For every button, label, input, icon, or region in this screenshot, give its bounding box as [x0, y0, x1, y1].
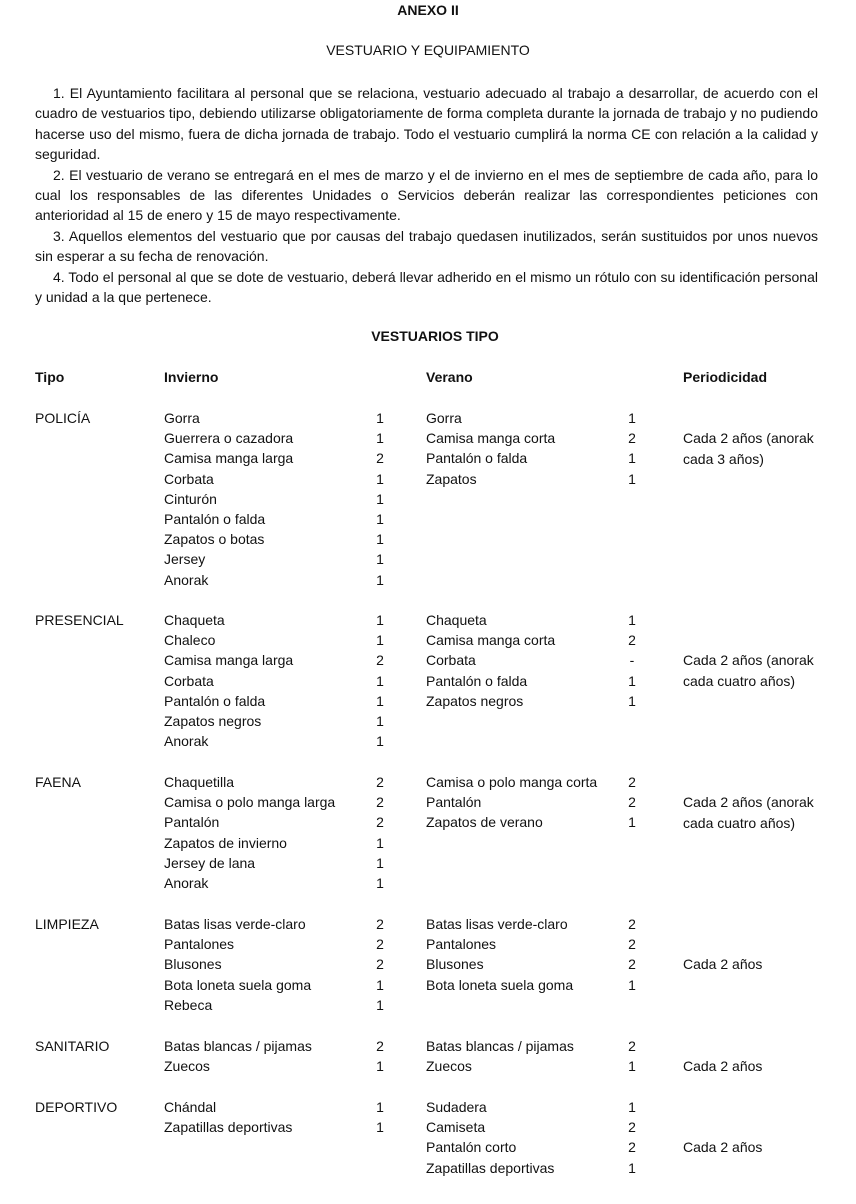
winter-qty: 1: [376, 632, 384, 649]
summer-item: Bota loneta suela goma: [426, 976, 574, 993]
winter-qty: 1: [376, 1119, 384, 1136]
winter-qty: 1: [376, 733, 384, 750]
winter-item: Pantalones: [164, 936, 235, 953]
annex-title: ANEXO II: [397, 2, 459, 18]
winter-qty: 2: [376, 794, 384, 811]
winter-qty: 2: [376, 956, 384, 973]
paragraph-3: 3. Aquellos elementos del vestuario que por causas del trabajo quedasen inutilizados, serán sustituidos por unos nuevos sin esperar a su fecha de renovación.: [35, 227, 818, 265]
summer-qty: 1: [628, 1099, 636, 1115]
periodicity: Cada 2 años: [683, 1058, 763, 1075]
summer-item: Zuecos: [426, 1058, 472, 1075]
summer-item: Chaqueta: [426, 612, 487, 628]
periodicity: Cada 2 años (anorak cada cuatro años): [683, 794, 814, 831]
summer-item: Pantalón o falda: [426, 672, 528, 689]
summer-qty: 1: [628, 470, 636, 487]
winter-qty: 2: [376, 814, 384, 831]
winter-item: Chaleco: [164, 632, 216, 649]
header-tipo: Tipo: [35, 369, 65, 385]
winter-qty: 1: [376, 854, 384, 871]
winter-qty: 1: [376, 571, 384, 588]
winter-item: Zapatos negros: [164, 713, 262, 729]
winter-qty: 1: [376, 531, 384, 548]
winter-item: Bota loneta suela goma: [164, 976, 312, 993]
summer-qty: 1: [628, 1058, 636, 1075]
summer-qty: 2: [628, 632, 636, 649]
winter-item: Camisa manga larga: [164, 450, 294, 467]
winter-item: Camisa manga larga: [164, 652, 294, 669]
winter-qty: 2: [376, 916, 384, 932]
winter-qty: 2: [376, 450, 384, 467]
summer-qty: 1: [628, 692, 636, 709]
winter-item: Cinturón: [164, 490, 217, 507]
header-verano: Verano: [426, 369, 473, 385]
winter-item: Guerrera o cazadora: [164, 430, 294, 447]
winter-qty: 1: [376, 834, 384, 851]
summer-item: Pantalón: [426, 794, 482, 811]
row-type-label: DEPORTIVO: [35, 1099, 118, 1115]
summer-qty: 2: [628, 1119, 636, 1136]
summer-qty: 2: [628, 794, 636, 811]
winter-qty: 1: [376, 1058, 384, 1075]
summer-item: Pantalones: [426, 936, 497, 953]
winter-qty: 2: [376, 936, 384, 953]
document-subtitle: VESTUARIO Y EQUIPAMIENTO: [326, 42, 530, 58]
periodicity: Cada 2 años (anorak cada cuatro años): [683, 652, 814, 689]
summer-qty: 1: [628, 814, 636, 831]
summer-qty: 1: [628, 612, 636, 628]
summer-qty: 1: [628, 1159, 636, 1176]
paragraph-4: 4. Todo el personal al que se dote de vestuario, deberá llevar adherido en el mismo un rótulo con su identificación personal y unidad a la que pertenece.: [35, 268, 818, 306]
summer-qty: 2: [628, 936, 636, 953]
table-title: VESTUARIOS TIPO: [371, 328, 499, 344]
row-type-label: PRESENCIAL: [35, 612, 124, 628]
summer-item: Gorra: [426, 410, 462, 426]
winter-qty: 1: [376, 430, 384, 447]
winter-qty: 1: [376, 1099, 384, 1115]
summer-qty: 2: [628, 774, 636, 790]
summer-item: Batas lisas verde-claro: [426, 916, 568, 932]
winter-qty: 1: [376, 692, 384, 709]
winter-item: Pantalón o falda: [164, 692, 266, 709]
summer-item: Pantalón o falda: [426, 450, 528, 467]
winter-qty: 1: [376, 490, 384, 507]
periodicity: Cada 2 años: [683, 956, 763, 973]
summer-item: Camisa o polo manga corta: [426, 774, 598, 790]
summer-item: Batas blancas / pijamas: [426, 1038, 574, 1054]
winter-qty: 1: [376, 976, 384, 993]
winter-item: Anorak: [164, 733, 209, 750]
winter-qty: 2: [376, 1038, 384, 1054]
winter-item: Corbata: [164, 672, 214, 689]
summer-qty: 1: [628, 450, 636, 467]
header-periodicidad: Periodicidad: [683, 369, 768, 385]
winter-item: Zapatos de invierno: [164, 834, 287, 851]
winter-qty: 1: [376, 713, 384, 729]
row-type-label: POLICÍA: [35, 410, 91, 426]
summer-item: Pantalón corto: [426, 1139, 517, 1156]
winter-qty: 1: [376, 612, 384, 628]
summer-qty: -: [629, 652, 635, 669]
winter-qty: 1: [376, 672, 384, 689]
summer-qty: 2: [628, 956, 636, 973]
row-type-label: SANITARIO: [35, 1038, 110, 1054]
winter-item: Zuecos: [164, 1058, 210, 1075]
summer-item: Zapatos de verano: [426, 814, 543, 831]
winter-qty: 1: [376, 996, 384, 1013]
summer-item: Zapatillas deportivas: [426, 1159, 555, 1176]
winter-item: Chaqueta: [164, 612, 225, 628]
winter-item: Batas lisas verde-claro: [164, 916, 306, 932]
periodicity: Cada 2 años (anorak cada 3 años): [683, 430, 814, 467]
winter-item: Chándal: [164, 1099, 217, 1115]
summer-qty: 2: [628, 916, 636, 932]
winter-item: Anorak: [164, 571, 209, 588]
summer-item: Camiseta: [426, 1119, 486, 1136]
winter-item: Anorak: [164, 875, 209, 891]
winter-item: Corbata: [164, 470, 214, 487]
winter-item: Chaquetilla: [164, 774, 235, 790]
summer-qty: 2: [628, 1139, 636, 1156]
summer-qty: 1: [628, 976, 636, 993]
winter-qty: 1: [376, 410, 384, 426]
winter-qty: 1: [376, 551, 384, 568]
summer-qty: 1: [628, 410, 636, 426]
summer-item: Sudadera: [426, 1099, 487, 1115]
winter-item: Rebeca: [164, 996, 213, 1013]
row-type-label: FAENA: [35, 774, 81, 790]
row-type-label: LIMPIEZA: [35, 916, 99, 932]
winter-qty: 1: [376, 470, 384, 487]
winter-item: Camisa o polo manga larga: [164, 794, 336, 811]
summer-qty: 1: [628, 672, 636, 689]
winter-item: Blusones: [164, 956, 222, 973]
summer-item: Zapatos: [426, 470, 477, 487]
summer-item: Corbata: [426, 652, 476, 669]
winter-item: Pantalón o falda: [164, 511, 266, 527]
winter-item: Batas blancas / pijamas: [164, 1038, 312, 1054]
winter-item: Gorra: [164, 410, 200, 426]
winter-item: Jersey de lana: [164, 854, 256, 871]
summer-item: Camisa manga corta: [426, 632, 556, 649]
periodicity: Cada 2 años: [683, 1139, 763, 1156]
summer-qty: 2: [628, 1038, 636, 1054]
paragraph-1: 1. El Ayuntamiento facilitara al personal que se relaciona, vestuario adecuado al trabajo a desarrollar, de acuerdo con el cuadro de vestuarios tipo, debiendo utilizarse obligatoriamente de forma completa durante la jornada de trabajo y no pudiendo hacerse uso del mismo, fuera de dicha jornada de trabajo. Todo el vestuario cumplirá la norma CE con relación a la calidad y seguridad.: [35, 85, 818, 163]
winter-qty: 1: [376, 875, 384, 891]
winter-qty: 2: [376, 774, 384, 790]
winter-item: Zapatos o botas: [164, 531, 265, 548]
summer-qty: 2: [628, 430, 636, 447]
paragraph-2: 2. El vestuario de verano se entregará en el mes de marzo y el de invierno en el mes de septiembre de cada año, para lo cual los responsables de las diferentes Unidades o Servicios deberán realizar las correspondientes peticiones con anterioridad al 15 de enero y 15 de mayo respectivamente.: [35, 166, 818, 224]
header-invierno: Invierno: [164, 369, 219, 385]
summer-item: Zapatos negros: [426, 692, 524, 709]
winter-item: Jersey: [164, 551, 206, 568]
winter-qty: 1: [376, 511, 384, 527]
summer-item: Camisa manga corta: [426, 430, 556, 447]
winter-item: Pantalón: [164, 814, 220, 831]
intro-paragraphs: [35, 83, 818, 307]
summer-item: Blusones: [426, 956, 484, 973]
winter-qty: 2: [376, 652, 384, 669]
winter-item: Zapatillas deportivas: [164, 1119, 293, 1136]
